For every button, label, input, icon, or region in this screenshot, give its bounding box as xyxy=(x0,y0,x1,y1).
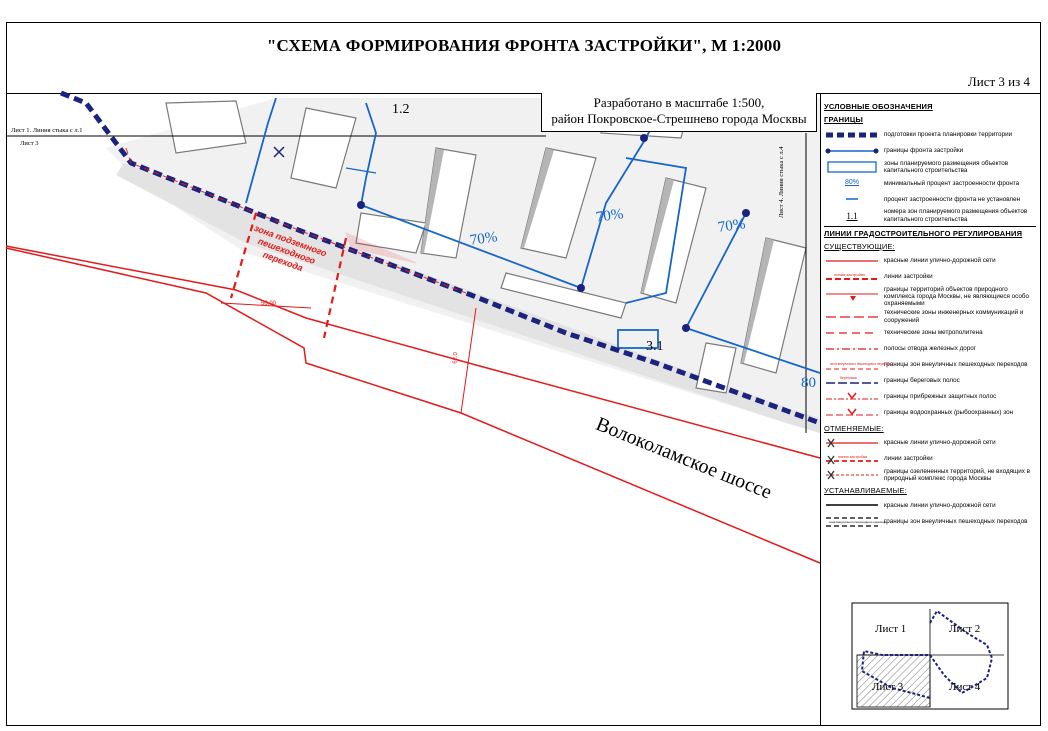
red-dotted-x-icon xyxy=(824,468,880,482)
legend-item: красные линии улично-дорожной сети xyxy=(824,254,1036,268)
legend-item: полосы отвода железных дорог xyxy=(824,342,1036,356)
black-dashed-label-icon xyxy=(824,514,887,528)
svg-text:линия застройки: линия застройки xyxy=(838,454,868,459)
svg-text:береговая: береговая xyxy=(840,375,857,380)
legend-existing-heading: СУЩЕСТВУЮЩИЕ: xyxy=(824,241,895,251)
scale-note xyxy=(541,93,817,132)
sheet-number: Лист 3 из 4 xyxy=(967,74,1030,89)
legend-item: границы озелененных территорий, не входящих в природный комплекс города Москвы xyxy=(824,468,1036,482)
legend-item: линия застройки линии застройки xyxy=(824,270,1036,284)
key-sheet-3: Лист 3 xyxy=(872,681,904,693)
highway-name: Волоколамское шоссе xyxy=(592,413,775,504)
red-solid-x-icon xyxy=(824,436,880,450)
sheet-key-map xyxy=(852,603,1008,709)
front-percent-b: 70% xyxy=(594,206,625,226)
scale-note-line2: район Покровское-Стрешнево города Москвы xyxy=(551,111,807,126)
zone-number-icon: 1.1 xyxy=(846,210,858,221)
legend-item: 1.1 номера зон планируемого размещения объектов капитального строительства xyxy=(824,208,1036,222)
legend-item: линия застройки линии застройки xyxy=(824,452,1036,466)
legend-item: 80% минимальный процент застроенности фронта xyxy=(824,176,1036,190)
legend-item: береговая границы береговых полос xyxy=(824,374,1036,388)
red-long-dash-2-icon xyxy=(824,326,880,340)
dimension-depth: 62.0 xyxy=(452,351,460,365)
blue-dash-icon xyxy=(824,192,880,206)
key-sheet-2: Лист 2 xyxy=(949,623,981,635)
legend-heading: УСЛОВНЫЕ ОБОЗНАЧЕНИЯ xyxy=(824,102,933,111)
key-sheet-1: Лист 1 xyxy=(875,623,907,635)
svg-text:зона внеуличного пешеходного п: зона внеуличного пешеходного перехода xyxy=(829,520,887,525)
legend-item: красные линии улично-дорожной сети xyxy=(824,498,1036,512)
legend-item: подготовки проекта планировки территории xyxy=(824,128,1036,142)
legend-item: зона внеуличного пешеходного перехода границы зон внеуличных пешеходных переходов xyxy=(824,514,1036,528)
legend-item: технические зоны инженерных коммуникаций и сооружений xyxy=(824,309,1036,323)
legend-divider xyxy=(820,93,821,726)
scale-note-line1: Разработано в масштабе 1:500, xyxy=(593,95,765,110)
legend-item: границы водоохранных (рыбоохранных) зон xyxy=(824,406,1036,420)
dashed-dark-blue-icon xyxy=(824,128,880,142)
legend-item: технические зоны метрополитена xyxy=(824,326,1036,340)
svg-text:линия застройки: линия застройки xyxy=(834,271,865,277)
join-label-top: Лист 1. Линия стыка с л.1 xyxy=(11,127,83,134)
page-title: "СХЕМА ФОРМИРОВАНИЯ ФРОНТА ЗАСТРОЙКИ", М 1:2000 xyxy=(266,36,782,55)
svg-text:зона внеуличного пешеходного п: зона внеуличного пешеходного перехода xyxy=(830,361,891,366)
legend-item: границы территорий объектов природного комплекса города Москвы, не являющиеся особо охраняемыми xyxy=(824,286,1036,308)
red-solid-icon xyxy=(824,254,880,268)
legend-item: зона внеуличного пешеходного перехода границы зон внеуличных пешеходных переходов xyxy=(824,358,1036,372)
legend-regulation-heading: ЛИНИИ ГРАДОСТРОИТЕЛЬНОГО РЕГУЛИРОВАНИЯ xyxy=(824,228,1023,238)
join-label-right: Лист 4. Линия стыка с л.4 xyxy=(778,146,785,218)
red-check-dash-icon xyxy=(824,406,880,420)
blue-rectangle-icon xyxy=(824,160,880,174)
front-percent-a: 70% xyxy=(468,229,499,249)
legend-established-heading: УСТАНАВЛИВАЕМЫЕ: xyxy=(824,486,907,496)
red-label-dash-icon xyxy=(824,358,891,372)
red-long-dash-icon xyxy=(824,310,880,324)
legend-item: зоны планируемого размещения объектов капитального строительства xyxy=(824,160,1036,174)
join-label-sheet3: Лист 3 xyxy=(20,140,39,147)
legend-item: процент застроенности фронта не установлен xyxy=(824,192,1036,206)
legend-boundaries-heading: ГРАНИЦЫ xyxy=(824,115,864,124)
map-canvas[interactable] xyxy=(6,93,820,726)
red-dash-dot-icon xyxy=(824,342,880,356)
legend-item: красные линии улично-дорожной сети xyxy=(824,436,1036,450)
key-map-drawing xyxy=(852,603,1008,709)
blue-line-dots-icon xyxy=(824,144,880,158)
red-thick-dashed-icon xyxy=(824,270,880,284)
black-solid-icon xyxy=(824,498,880,512)
red-check-dashdot-icon xyxy=(824,390,880,404)
zone-number-1-2: 1.2 xyxy=(392,102,410,117)
percent-label-icon: 80% xyxy=(844,179,859,187)
front-percent-c: 70% xyxy=(716,216,747,236)
red-dashed-x-icon xyxy=(824,452,880,466)
zone-number-3-1: 3.1 xyxy=(646,339,664,354)
dark-blue-dash-icon xyxy=(824,374,880,388)
front-percent-d: 80 xyxy=(801,375,816,391)
map-drawing xyxy=(6,93,820,726)
legend-item: границы фронта застройки xyxy=(824,144,1036,158)
dimension-lines xyxy=(221,303,476,413)
legend-item: границы прибрежных защитных полос xyxy=(824,390,1036,404)
underground-zone-label: зона подземного пешеходного перехода xyxy=(252,222,329,274)
red-triangle-icon xyxy=(824,290,880,304)
legend-cancelled-heading: ОТМЕНЯЕМЫЕ: xyxy=(824,423,884,433)
key-sheet-4: Лист 4 xyxy=(949,681,981,693)
dimension-width: 50.00 xyxy=(261,301,277,307)
